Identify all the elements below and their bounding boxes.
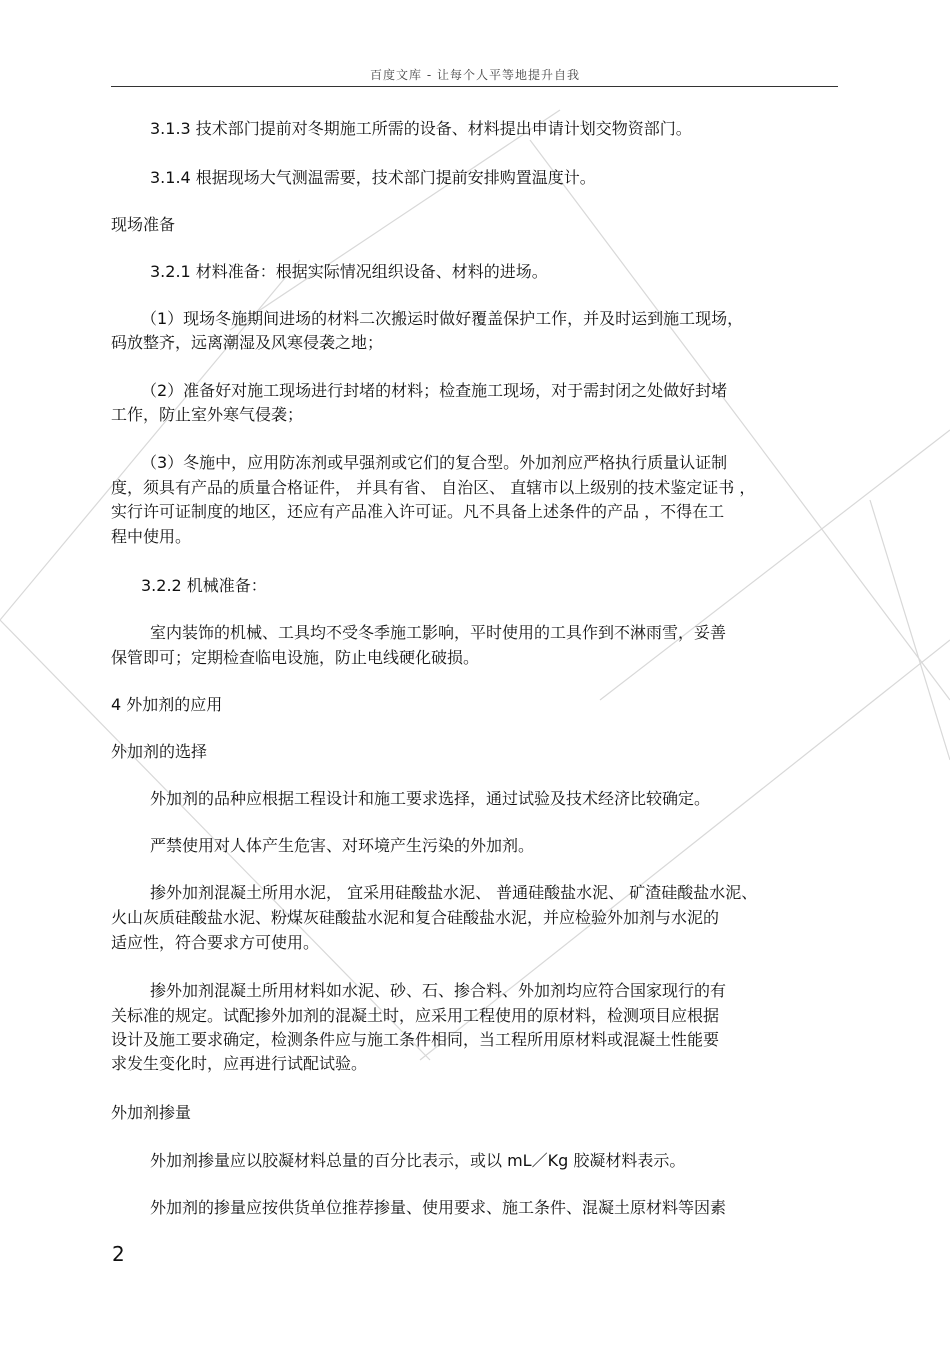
paragraph-item-2-line-2: 工作，防止室外寒气侵袭； [111, 405, 304, 424]
paragraph-3-2-2: 3.2.2 机械准备： [141, 576, 267, 595]
paragraph-materials-line-3: 设计及施工要求确定，检测条件应与施工条件相同，当工程所用原材料或混凝土性能要 [111, 1030, 720, 1049]
paragraph-item-1-line-2: 码放整齐，远离潮湿及风寒侵袭之地； [111, 333, 384, 352]
paragraph-item-3-line-1: （3）冬施中，应用防冻剂或早强剂或它们的复合型。外加剂应严格执行质量认证制 [141, 453, 728, 472]
paragraph-3-1-3: 3.1.3 技术部门提前对冬期施工所需的设备、材料提出申请计划交物资部门。 [150, 119, 692, 138]
paragraph-3-2-1: 3.2.1 材料准备：根据实际情况组织设备、材料的进场。 [150, 262, 548, 281]
paragraph-selection-1: 外加剂的品种应根据工程设计和施工要求选择，通过试验及技术经济比较确定。 [150, 789, 711, 808]
heading-site-preparation: 现场准备 [111, 215, 176, 234]
page-header: 百度文库 - 让每个人平等地提升自我 [370, 68, 580, 82]
paragraph-3-1-4: 3.1.4 根据现场大气测温需要，技术部门提前安排购置温度计。 [150, 168, 596, 187]
paragraph-item-2-line-1: （2）准备好对施工现场进行封堵的材料；检查施工现场，对于需封闭之处做好封堵 [141, 381, 728, 400]
paragraph-selection-2: 严禁使用对人体产生危害、对环境产生污染的外加剂。 [150, 836, 535, 855]
header-divider [111, 86, 838, 87]
paragraph-cement-line-3: 适应性，符合要求方可使用。 [111, 933, 320, 952]
paragraph-materials-line-2: 关标准的规定。试配掺外加剂的混凝土时，应采用工程使用的原材料，检测项目应根据 [111, 1006, 720, 1025]
paragraph-item-3-line-3: 实行许可证制度的地区，还应有产品准入许可证。凡不具备上述条件的产品 ，不得在工 [111, 502, 725, 521]
paragraph-item-1-line-1: （1）现场冬施期间进场的材料二次搬运时做好覆盖保护工作，并及时运到施工现场， [141, 309, 744, 328]
paragraph-dosage-2: 外加剂的掺量应按供货单位推荐掺量、使用要求、施工条件、混凝土原材料等因素 [150, 1198, 727, 1217]
paragraph-item-3-line-4: 程中使用。 [111, 527, 192, 546]
paragraph-cement-line-1: 掺外加剂混凝土所用水泥， 宜采用硅酸盐水泥、 普通硅酸盐水泥、 矿渣硅酸盐水泥、 [150, 883, 758, 902]
paragraph-materials-line-1: 掺外加剂混凝土所用材料如水泥、砂、石、掺合料、外加剂均应符合国家现行的有 [150, 981, 727, 1000]
paragraph-item-3-line-2: 度，须具有产品的质量合格证件， 并具有省、 自治区、 直辖市以上级别的技术鉴定证书 ， [111, 478, 756, 497]
paragraph-machinery-line-2: 保管即可；定期检查临电设施，防止电线硬化破损。 [111, 648, 480, 667]
page-number: 2 [112, 1242, 125, 1266]
heading-admixture-dosage: 外加剂掺量 [111, 1103, 192, 1122]
paragraph-machinery-line-1: 室内装饰的机械、工具均不受冬季施工影响，平时使用的工具作到不淋雨雪，妥善 [150, 623, 727, 642]
paragraph-cement-line-2: 火山灰质硅酸盐水泥、粉煤灰硅酸盐水泥和复合硅酸盐水泥，并应检验外加剂与水泥的 [111, 908, 720, 927]
heading-admixture-selection: 外加剂的选择 [111, 742, 208, 761]
paragraph-materials-line-4: 求发生变化时，应再进行试配试验。 [111, 1054, 368, 1073]
paragraph-dosage-1: 外加剂掺量应以胶凝材料总量的百分比表示，或以 mL／Kg 胶凝材料表示。 [150, 1151, 686, 1170]
heading-section-4: 4 外加剂的应用 [111, 695, 223, 714]
